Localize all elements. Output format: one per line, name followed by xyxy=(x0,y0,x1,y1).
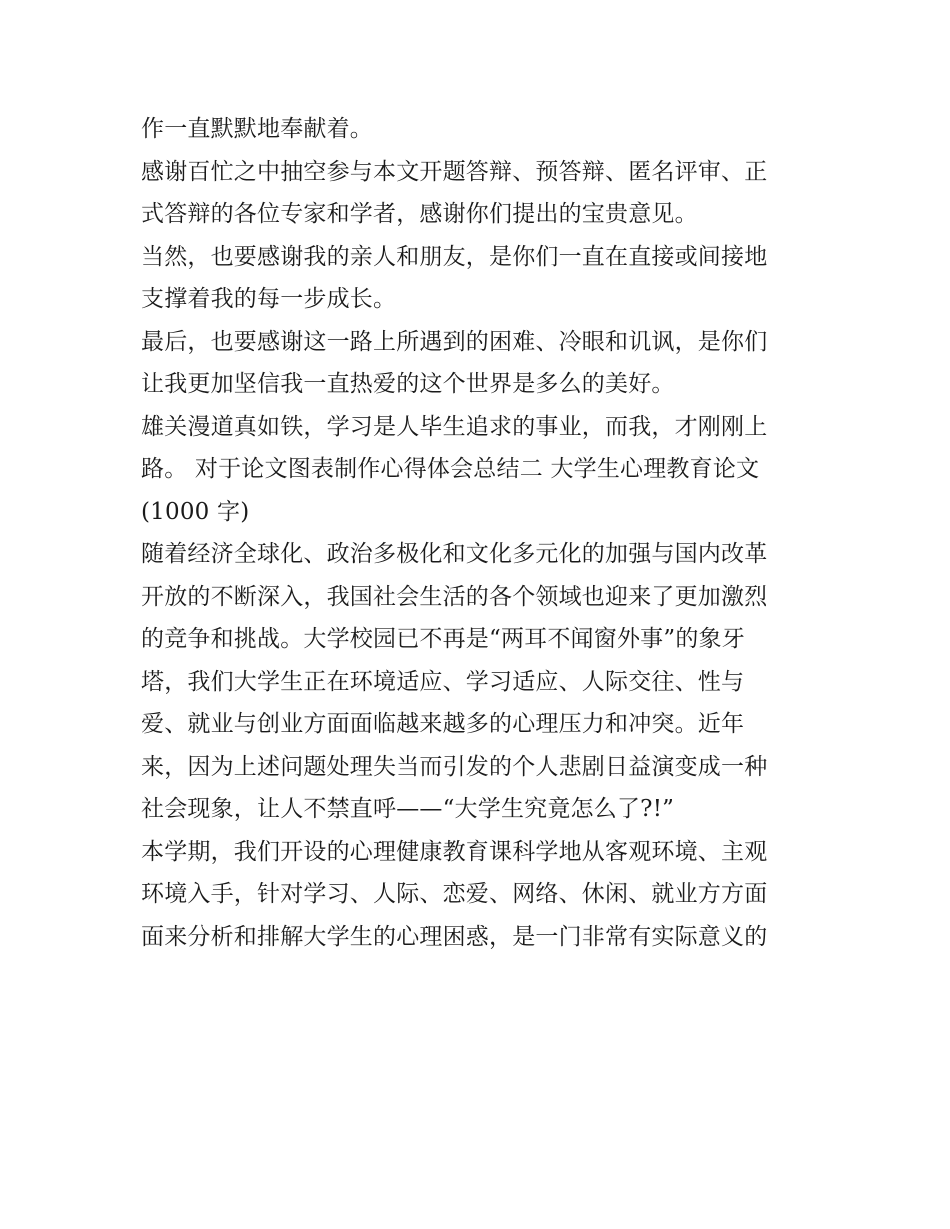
text-line: 来，因为上述问题处理失当而引发的个人悲剧日益演变成一种 xyxy=(141,753,768,780)
text-line: 当然，也要感谢我的亲人和朋友，是你们一直在直接或间接地 xyxy=(141,243,768,270)
text-line: 式答辩的各位专家和学者，感谢你们提出的宝贵意见。 xyxy=(141,201,698,227)
text-line: 最后，也要感谢这一路上所遇到的困难、冷眼和讥讽，是你们 xyxy=(141,328,768,355)
text-line: (1000 字) xyxy=(141,498,250,525)
document-body xyxy=(141,108,816,958)
text-line: 开放的不断深入，我国社会生活的各个领域也迎来了更加激烈 xyxy=(141,583,768,610)
text-line: 环境入手，针对学习、人际、恋爱、网络、休闲、就业方方面 xyxy=(141,881,768,907)
text-line: 塔，我们大学生正在环境适应、学习适应、人际交往、性与 xyxy=(141,668,745,695)
text-line: 面来分析和排解大学生的心理困惑，是一门非常有实际意义的 xyxy=(141,923,768,950)
text-line: 感谢百忙之中抽空参与本文开题答辩、预答辩、匿名评审、正 xyxy=(141,158,768,185)
text-line: 路。 对于论文图表制作心得体会总结二 大学生心理教育论文 xyxy=(141,456,760,482)
text-line: 社会现象，让人不禁直呼——“大学生究竟怎么了?!” xyxy=(141,796,675,822)
text-line: 的竞争和挑战。大学校园已不再是“两耳不闻窗外事”的象牙 xyxy=(141,626,745,652)
text-line: 让我更加坚信我一直热爱的这个世界是多么的美好。 xyxy=(141,371,675,397)
text-line: 爱、就业与创业方面面临越来越多的心理压力和冲突。近年 xyxy=(141,711,745,737)
text-line: 支撑着我的每一步成长。 xyxy=(141,286,397,312)
text-line: 雄关漫道真如铁，学习是人毕生追求的事业，而我，才刚刚上 xyxy=(141,413,768,440)
text-line: 作一直默默地奉献着。 xyxy=(141,116,373,142)
text-line: 随着经济全球化、政治多极化和文化多元化的加强与国内改革 xyxy=(141,541,768,567)
text-line: 本学期，我们开设的心理健康教育课科学地从客观环境、主观 xyxy=(141,838,768,865)
